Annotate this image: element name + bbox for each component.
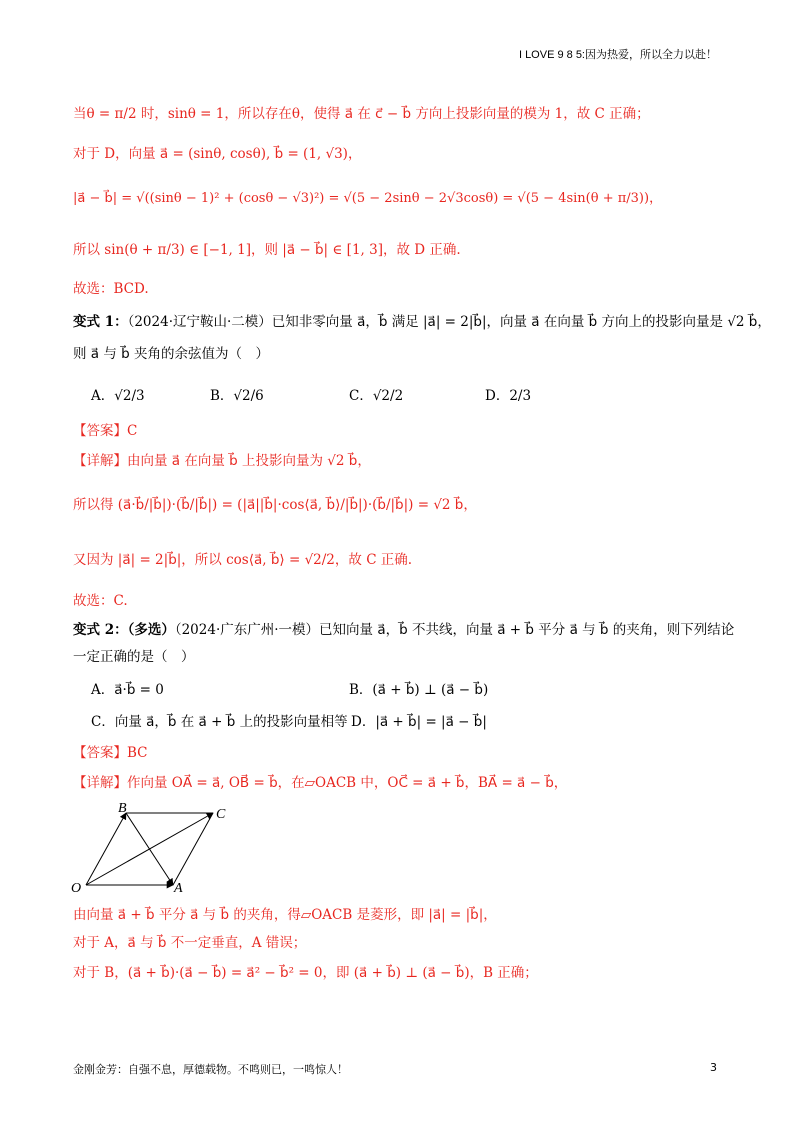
variant-1-detail-1: 【详解】由向量 a⃗ 在向量 b⃗ 上投影向量为 √2 b⃗， (73, 453, 371, 469)
variant-1-question-cont: 则 a⃗ 与 b⃗ 夹角的余弦值为（ ） (73, 346, 270, 362)
variant-1-option-b: B．√2/6 (210, 388, 264, 404)
rhombus-figure (68, 800, 238, 900)
variant-2-option-a: A．a⃗·b⃗ = 0 (91, 682, 164, 698)
label-c: C (216, 807, 226, 822)
page-header: I LOVE 9 8 5:因为热爱，所以全力以赴！ (518, 49, 717, 61)
variant-2-question-cont: 一定正确的是（ ） (73, 649, 195, 665)
variant-2-option-c: C．向量 a⃗，b⃗ 在 a⃗ + b⃗ 上的投影向量相等 (91, 714, 348, 730)
variant-1-detail-3: 又因为 |a⃗| = 2|b⃗|，所以 cos⟨a⃗, b⃗⟩ = √2/2，故 C 正确. (73, 552, 413, 568)
variant-2-detail-1: 【详解】作向量 OA⃗ = a⃗, OB⃗ = b⃗，在▱OACB 中，OC⃗ = a⃗ + b⃗，BA⃗ = a⃗ − b⃗， (73, 775, 568, 791)
variant-2-option-b: B．(a⃗ + b⃗) ⊥ (a⃗ − b⃗) (349, 682, 489, 698)
variant-1-option-a: A．√2/3 (91, 388, 145, 404)
solution-line-d: 对于 D，向量 a⃗ = (sinθ, cosθ), b⃗ = (1, √3)， (73, 146, 362, 162)
variant-1-option-c: C．√2/2 (349, 388, 404, 404)
variant-1-detail-2: 所以得 (a⃗·b⃗/|b⃗|)·(b⃗/|b⃗|) = (|a⃗||b⃗|·cos⟨a⃗, b⃗⟩/|b⃗|)·(b⃗/|b⃗|) = √2 b⃗， (73, 497, 477, 513)
variant-2-text: （2024·广东广州·一模）已知向量 a⃗，b⃗ 不共线，向量 a⃗ + b⃗ 平分 a⃗ 与 b⃗ 的夹角，则下列结论 (174, 622, 735, 638)
variant-2-option-d: D．|a⃗ + b⃗| = |a⃗ − b⃗| (351, 714, 487, 730)
solution-final-bcd: 故选：BCD. (73, 281, 149, 297)
solution-line-theta: 当θ = π/2 时，sinθ = 1，所以存在θ，使得 a⃗ 在 c⃗ − b⃗ 方向上投影向量的模为 1，故 C 正确； (73, 106, 650, 122)
solution-line-magnitude: |a⃗ − b⃗| = √((sinθ − 1)² + (cosθ − √3)²) = √(5 − 2sinθ − 2√3cosθ) = √(5 − 4sin(θ + π/3))， (73, 191, 663, 206)
variant-1-answer: 【答案】C (73, 423, 138, 439)
variant-1-label: 变式 1： (73, 314, 128, 330)
label-o: O (71, 881, 82, 896)
variant-2-answer: 【答案】BC (73, 745, 148, 761)
page-footer-motto: 金刚金芳：自强不息，厚德载物。不鸣则已，一鸣惊人！ (73, 1063, 348, 1076)
variant-2-label: 变式 2：（多选） (73, 622, 175, 638)
solution-line-range: 所以 sin(θ + π/3) ∈ [−1, 1]，则 |a⃗ − b⃗| ∈ [1, 3]，故 D 正确. (73, 242, 461, 258)
variant-2-detail-3: 对于 A，a⃗ 与 b⃗ 不一定垂直，A 错误； (73, 935, 307, 951)
page-number: 3 (710, 1061, 717, 1074)
variant-1-final: 故选：C. (73, 593, 128, 609)
variant-2-detail-2: 由向量 a⃗ + b⃗ 平分 a⃗ 与 b⃗ 的夹角，得▱OACB 是菱形，即 |a⃗| = |b⃗|， (73, 907, 497, 923)
variant-1-option-d: D．2/3 (485, 388, 532, 404)
variant-1-text: （2024·辽宁鞍山·二模）已知非零向量 a⃗，b⃗ 满足 |a⃗| = 2|b⃗|，向量 a⃗ 在向量 b⃗ 方向上的投影向量是 √2 b⃗， (127, 314, 771, 330)
variant-2-detail-4: 对于 B，(a⃗ + b⃗)·(a⃗ − b⃗) = a⃗² − b⃗² = 0，即 (a⃗ + b⃗) ⊥ (a⃗ − b⃗)，B 正确； (73, 965, 538, 981)
segment-ba (126, 813, 173, 885)
variant-2-question (73, 620, 734, 640)
variant-1-question (73, 312, 771, 332)
label-a: A (174, 881, 183, 896)
label-b: B (118, 801, 127, 816)
